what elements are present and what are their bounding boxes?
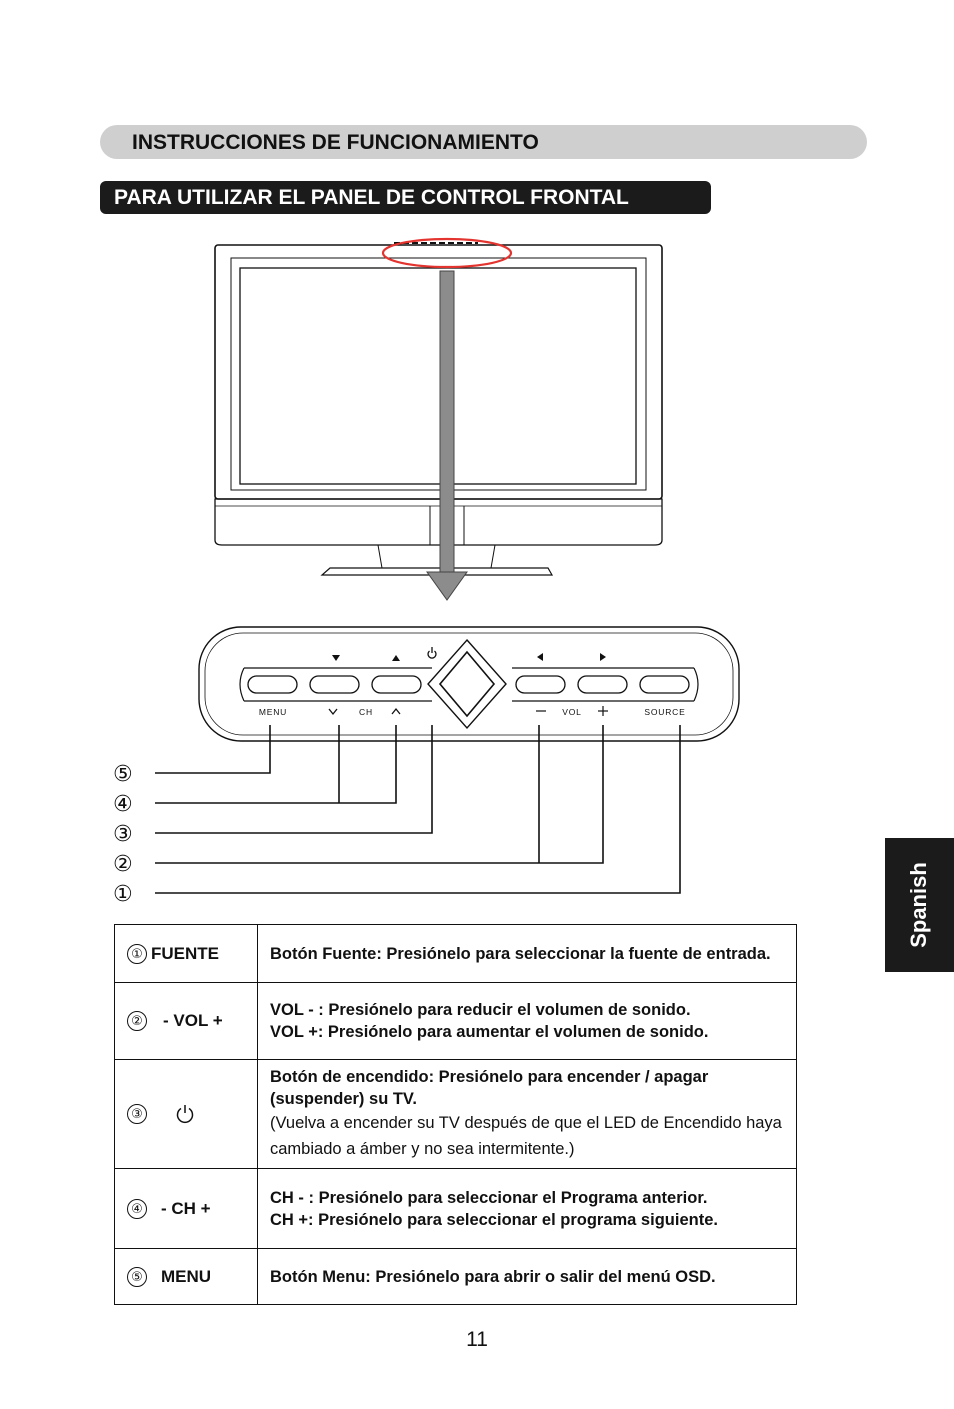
subsection-title: PARA UTILIZAR EL PANEL DE CONTROL FRONTAL xyxy=(114,186,629,209)
panel-label-vol: VOL xyxy=(562,707,582,717)
arrow-right-icon xyxy=(600,653,606,661)
callout-3: ③ xyxy=(113,821,133,846)
table-row xyxy=(115,925,797,983)
callout-1: ① xyxy=(113,881,133,906)
row-number: ④ xyxy=(127,1199,147,1219)
row-label: - VOL + xyxy=(163,1011,223,1031)
row-description-2: CH +: Presiónelo para seleccionar el programa siguiente. xyxy=(270,1210,718,1229)
ch-up-button-shape xyxy=(372,676,421,693)
control-panel xyxy=(199,627,739,741)
highlight-ellipse xyxy=(383,239,511,267)
table-cell-description xyxy=(258,1169,797,1249)
page-number: 11 xyxy=(466,1328,488,1351)
menu-button-shape xyxy=(248,676,297,693)
table-cell-key xyxy=(115,983,258,1060)
vol-up-button-shape xyxy=(578,676,627,693)
row-number: ② xyxy=(127,1011,147,1031)
row-number: ③ xyxy=(127,1104,147,1124)
table-cell-description xyxy=(258,1249,797,1305)
button-description-table xyxy=(114,924,797,1305)
row-label: - CH + xyxy=(161,1198,211,1218)
row-description: VOL - : Presiónelo para reducir el volumen de sonido. xyxy=(270,1001,691,1019)
row-description: Botón de encendido: Presiónelo para encender / apagar (suspender) su TV. xyxy=(270,1068,709,1108)
row-label: FUENTE xyxy=(151,943,219,963)
table-cell-key xyxy=(115,1169,258,1249)
source-button-shape xyxy=(640,676,689,693)
language-tab-label: Spanish xyxy=(906,862,931,948)
table-cell-key xyxy=(115,1249,258,1305)
arrow-left-icon xyxy=(537,653,543,661)
callout-2: ② xyxy=(113,851,133,876)
callout-numbers xyxy=(113,761,133,906)
row-description: CH - : Presiónelo para seleccionar el Programa anterior. xyxy=(270,1188,708,1207)
chevron-up-icon xyxy=(392,709,400,714)
chevron-down-icon xyxy=(329,709,337,714)
down-arrow xyxy=(427,271,467,600)
table-cell-key xyxy=(115,925,258,983)
table-cell-description xyxy=(258,983,797,1060)
row-description: Botón Fuente: Presiónelo para seleccionar la fuente de entrada. xyxy=(270,944,771,963)
arrow-up-icon xyxy=(392,655,400,661)
table-row xyxy=(115,1249,797,1305)
callout-4: ④ xyxy=(113,791,133,816)
row-description-2: VOL +: Presiónelo para aumentar el volumen de sonido. xyxy=(270,1023,709,1041)
section-title: INSTRUCCIONES DE FUNCIONAMIENTO xyxy=(132,131,539,154)
power-icon xyxy=(428,647,436,658)
table-row xyxy=(115,1060,797,1169)
panel-label-source: SOURCE xyxy=(644,707,686,717)
arrow-down-icon xyxy=(332,655,340,661)
row-note: (Vuelva a encender su TV después de que el LED de Encendido haya cambiado a ámber y no sea intermitente.) xyxy=(270,1114,782,1158)
table-cell-description xyxy=(258,1060,797,1169)
plus-icon xyxy=(598,706,608,716)
table-cell-description xyxy=(258,925,797,983)
row-label: MENU xyxy=(161,1266,212,1286)
power-icon xyxy=(174,1103,196,1125)
table-row xyxy=(115,983,797,1060)
row-number: ⑤ xyxy=(127,1267,147,1287)
vol-down-button-shape xyxy=(516,676,565,693)
panel-label-menu: MENU xyxy=(258,707,288,717)
ch-down-button-shape xyxy=(310,676,359,693)
tv-illustration xyxy=(215,243,662,575)
table-row xyxy=(115,1169,797,1249)
panel-label-ch: CH xyxy=(359,707,373,717)
table-cell-key xyxy=(115,1060,258,1169)
callout-lines xyxy=(155,725,680,893)
row-number: ① xyxy=(127,944,147,964)
row-description: Botón Menu: Presiónelo para abrir o salir del menú OSD. xyxy=(270,1267,716,1286)
callout-5: ⑤ xyxy=(113,761,133,786)
panel-buttons xyxy=(248,640,689,728)
